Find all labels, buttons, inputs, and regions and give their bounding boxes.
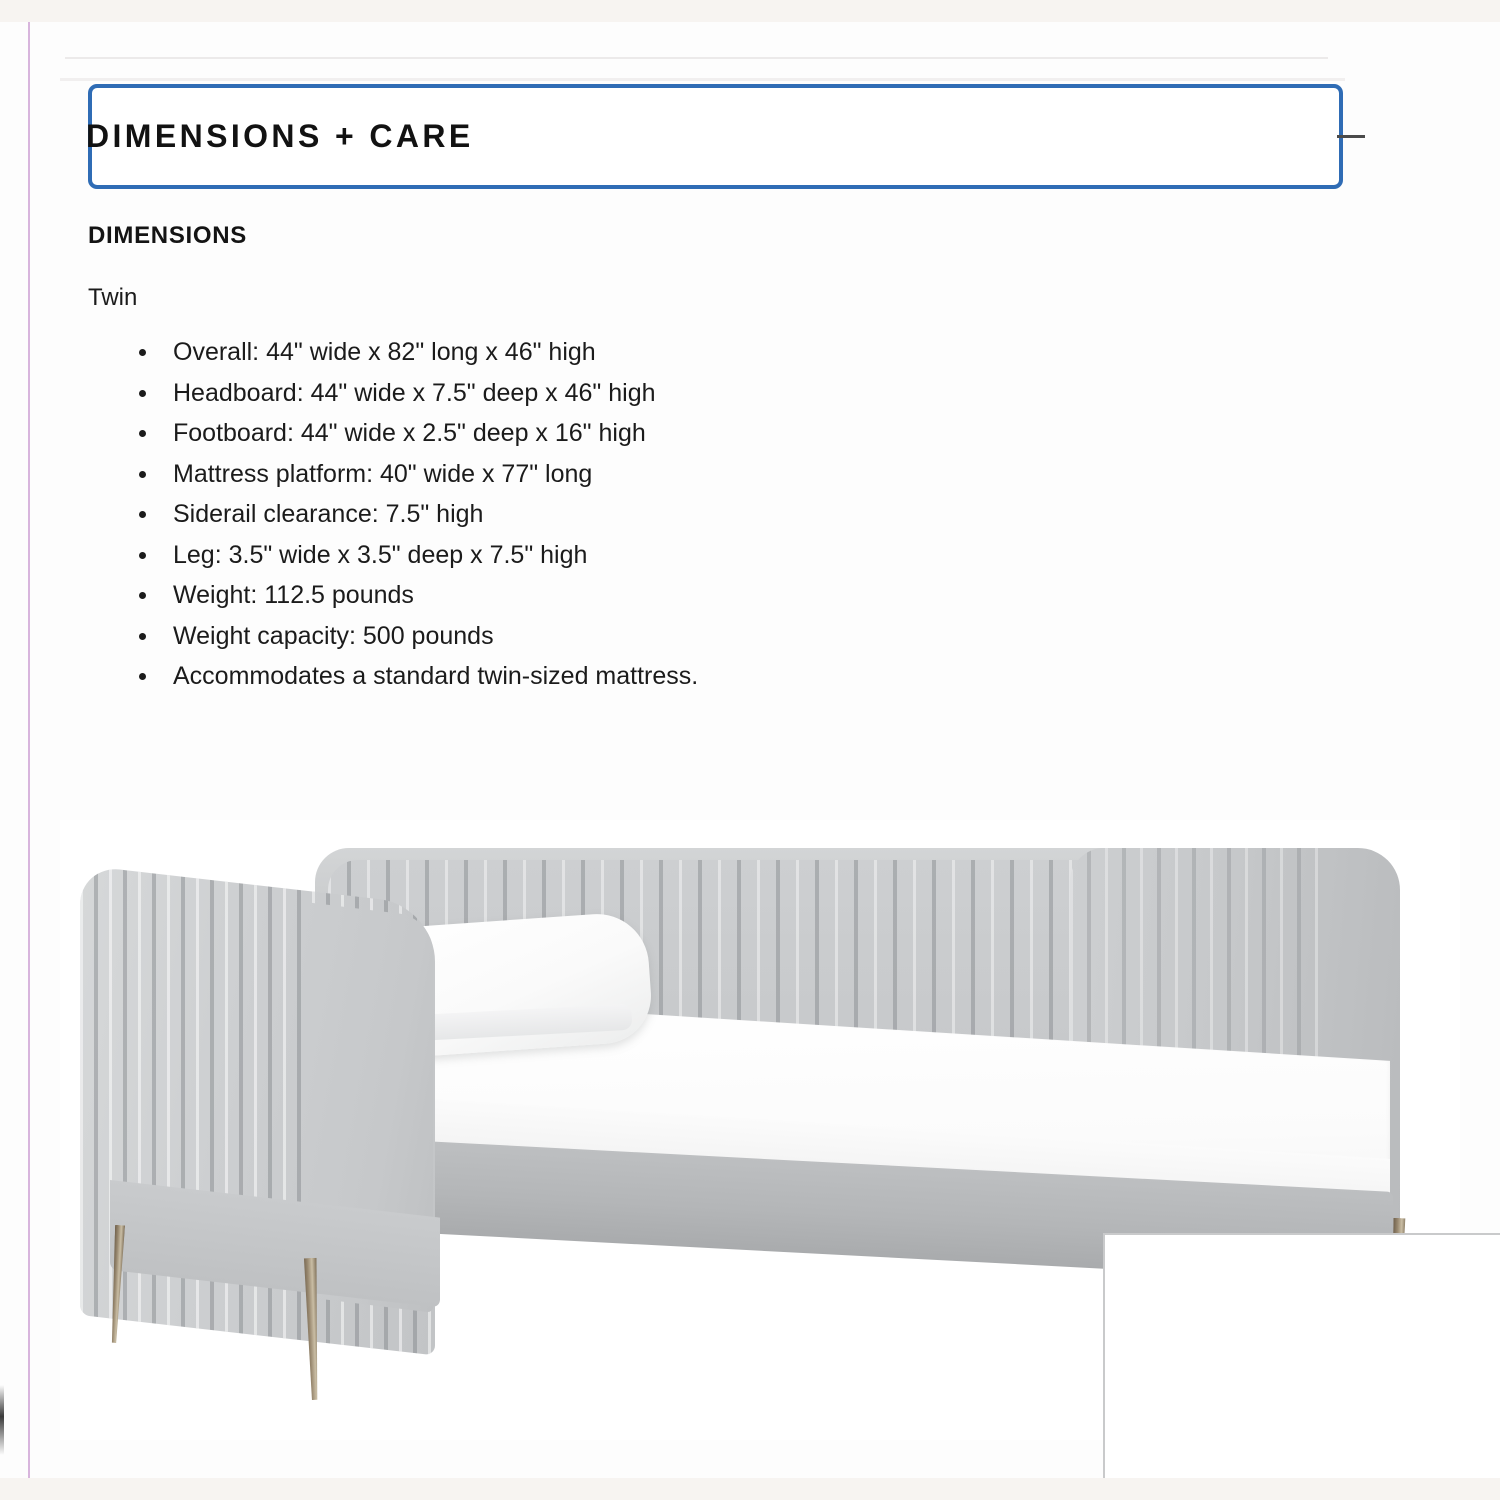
list-item-text: Footboard: 44" wide x 2.5" deep x 16" high	[173, 419, 646, 447]
accordion-title: DIMENSIONS + CARE	[86, 118, 474, 154]
left-edge-sliver	[0, 1385, 4, 1455]
bullet-icon	[139, 592, 146, 599]
bottom-chrome-band	[0, 1478, 1500, 1500]
bottom-right-overlay-panel	[1103, 1233, 1500, 1478]
list-item	[135, 332, 1348, 373]
list-item	[135, 575, 1348, 616]
list-item-text: Headboard: 44" wide x 7.5" deep x 46" high	[173, 378, 656, 407]
list-item-text: Weight: 112.5 pounds	[173, 581, 414, 609]
size-variant-label: Twin	[88, 284, 138, 311]
dimensions-list	[88, 332, 1348, 697]
bullet-icon	[139, 430, 146, 437]
bullet-icon	[139, 511, 146, 518]
left-gutter-rule	[28, 22, 30, 1478]
dimensions-heading: DIMENSIONS	[88, 222, 248, 249]
bullet-icon	[139, 471, 146, 478]
bullet-icon	[139, 633, 146, 640]
list-item	[135, 454, 1348, 495]
list-item	[135, 413, 1348, 454]
list-item	[135, 535, 1348, 576]
section-divider-secondary	[60, 78, 1345, 81]
minus-icon[interactable]	[1337, 135, 1365, 138]
list-item-text: Weight capacity: 500 pounds	[173, 621, 494, 650]
bullet-icon	[139, 349, 146, 356]
list-item-text: Siderail clearance: 7.5" high	[173, 500, 484, 528]
accordion-header-dimensions-care[interactable]	[88, 84, 1343, 189]
list-item-text: Mattress platform: 40" wide x 77" long	[173, 459, 593, 488]
accordion-panel-body	[88, 222, 1348, 697]
bullet-icon	[139, 673, 146, 680]
list-item	[135, 373, 1348, 414]
bullet-icon	[139, 552, 146, 559]
section-divider-top	[65, 57, 1328, 59]
list-item-text: Leg: 3.5" wide x 3.5" deep x 7.5" high	[173, 540, 588, 569]
list-item	[135, 656, 1348, 697]
bullet-icon	[139, 390, 146, 397]
top-chrome-band	[0, 0, 1500, 22]
list-item	[135, 494, 1348, 535]
list-item-text: Overall: 44" wide x 82" long x 46" high	[173, 338, 596, 366]
list-item	[135, 616, 1348, 657]
list-item-text: Accommodates a standard twin-sized mattress.	[173, 662, 699, 690]
